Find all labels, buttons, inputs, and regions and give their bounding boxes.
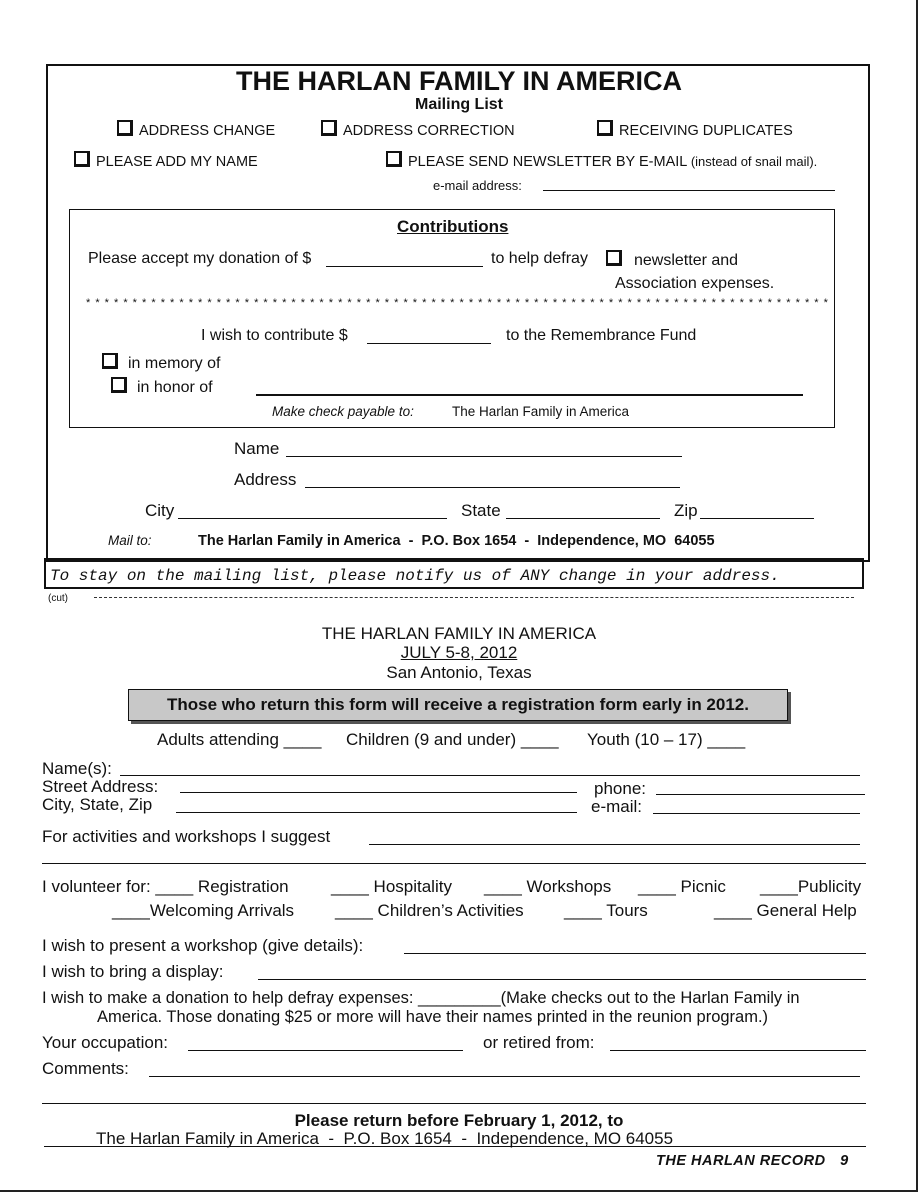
contributions-title: Contributions	[397, 217, 509, 236]
address-change-label: ADDRESS CHANGE	[139, 123, 276, 139]
adults-attending[interactable]: Adults attending ____	[157, 730, 322, 749]
name-field[interactable]	[286, 456, 682, 457]
add-name-option[interactable]	[74, 151, 258, 170]
suggest-field-2[interactable]	[42, 863, 866, 864]
email-newsletter-note: (instead of snail mail).	[690, 154, 818, 169]
stars-divider: * * * * * * * * * * * * * * * * * * * * * * * * * * * * * * * * * * * * * * * * * * * * * * * * * * * * * * * * * * * * * * * * * * * * * * * * * * * * * * * *	[86, 297, 829, 309]
present-workshop-field[interactable]	[404, 953, 866, 954]
page-number: 9	[840, 1153, 849, 1169]
volunteer-childrens-activities[interactable]: ____ Children’s Activities	[335, 901, 524, 920]
volunteer-registration[interactable]: I volunteer for: ____ Registration	[42, 877, 289, 896]
address-correction-label: ADDRESS CORRECTION	[343, 123, 515, 139]
contribution-amount-field[interactable]	[367, 343, 491, 344]
occupation-field[interactable]	[188, 1050, 463, 1051]
email-label: e-mail:	[591, 797, 643, 816]
city-field[interactable]	[178, 518, 447, 519]
early-registration-banner: Those who return this form will receive a registration form early in 2012.	[128, 689, 788, 721]
bring-display-field[interactable]	[258, 979, 866, 980]
in-memory-option[interactable]	[102, 353, 220, 373]
street-label: Street Address:	[42, 777, 159, 796]
reunion-title: THE HARLAN FAMILY IN AMERICA	[321, 624, 597, 643]
in-memory-label: in memory of	[128, 355, 221, 372]
return-address: The Harlan Family in America - P.O. Box 1654 - Independence, MO 64055	[96, 1129, 674, 1148]
names-label: Name(s):	[42, 759, 112, 778]
donation-text: Please accept my donation of $	[88, 250, 312, 267]
mail-to-label: Mail to:	[108, 533, 152, 548]
wish-contribute-text: I wish to contribute $	[201, 327, 348, 344]
remembrance-fund-text: to the Remembrance Fund	[506, 327, 697, 344]
address-field[interactable]	[305, 487, 680, 488]
in-honor-label: in honor of	[137, 379, 213, 396]
reunion-location: San Antonio, Texas	[386, 663, 532, 682]
receiving-duplicates-option[interactable]	[597, 120, 793, 139]
zip-field[interactable]	[700, 518, 814, 519]
email-field[interactable]	[653, 813, 860, 814]
retired-field[interactable]	[610, 1050, 866, 1051]
volunteer-tours[interactable]: ____ Tours	[564, 901, 648, 920]
mailing-title: THE HARLAN FAMILY IN AMERICA	[235, 66, 682, 96]
state-label: State	[461, 501, 501, 520]
address-label: Address	[234, 470, 297, 489]
name-label: Name	[234, 439, 280, 458]
checkbox-icon[interactable]	[74, 151, 90, 167]
volunteer-publicity[interactable]: ____Publicity	[760, 877, 862, 896]
in-honor-option[interactable]	[111, 377, 213, 397]
checkbox-icon[interactable]	[102, 353, 118, 369]
newsletter-and-label: newsletter and	[634, 252, 739, 269]
comments-field-2[interactable]	[42, 1103, 866, 1104]
address-change-option[interactable]	[117, 120, 275, 139]
cut-label: (cut)	[48, 593, 68, 604]
volunteer-welcoming[interactable]: ____Welcoming Arrivals	[112, 901, 295, 920]
suggest-label: For activities and workshops I suggest	[42, 827, 331, 846]
email-address-label: e-mail address:	[433, 178, 522, 193]
volunteer-picnic[interactable]: ____ Picnic	[638, 877, 726, 896]
email-newsletter-option[interactable]	[386, 151, 817, 170]
suggest-field[interactable]	[369, 844, 860, 845]
email-address-field[interactable]	[543, 190, 835, 191]
comments-field[interactable]	[149, 1076, 860, 1077]
city-label: City	[145, 501, 175, 520]
names-field[interactable]	[120, 775, 860, 776]
reunion-dates: JULY 5-8, 2012	[400, 643, 518, 662]
phone-field[interactable]	[656, 794, 865, 795]
occupation-label: Your occupation:	[42, 1033, 169, 1052]
newsletter-option[interactable]	[606, 250, 738, 270]
volunteer-hospitality[interactable]: ____ Hospitality	[331, 877, 452, 896]
receiving-duplicates-label: RECEIVING DUPLICATES	[619, 123, 793, 139]
honoree-name-field[interactable]	[256, 394, 803, 396]
payable-to: The Harlan Family in America	[452, 404, 630, 419]
cut-line	[94, 597, 854, 598]
street-field[interactable]	[180, 792, 577, 793]
payable-label: Make check payable to:	[272, 404, 414, 419]
state-field[interactable]	[506, 518, 660, 519]
return-by: Please return before February 1, 2012, to	[294, 1111, 624, 1130]
city-state-zip-label: City, State, Zip	[42, 795, 153, 814]
mailing-subtitle: Mailing List	[415, 96, 503, 113]
donation-amount-field[interactable]	[326, 266, 483, 267]
notice-banner: To stay on the mailing list, please notify us of ANY change in your address.	[44, 558, 864, 589]
mail-to-address: The Harlan Family in America - P.O. Box 1654 - Independence, MO 64055	[198, 533, 715, 549]
checkbox-icon[interactable]	[597, 120, 613, 136]
present-workshop-label: I wish to present a workshop (give details):	[42, 936, 364, 955]
defray-text: to help defray	[491, 250, 588, 267]
address-correction-option[interactable]	[321, 120, 515, 139]
youth-attending[interactable]: Youth (10 – 17) ____	[587, 730, 746, 749]
checkbox-icon[interactable]	[321, 120, 337, 136]
publication-name: THE HARLAN RECORD	[656, 1153, 826, 1169]
email-newsletter-label: PLEASE SEND NEWSLETTER BY E-MAIL	[408, 154, 687, 170]
checkbox-icon[interactable]	[117, 120, 133, 136]
bring-display-label: I wish to bring a display:	[42, 962, 224, 981]
donation-line-1: I wish to make a donation to help defray expenses: _________(Make checks out to the Harlan Family in	[42, 989, 800, 1007]
city-state-zip-field[interactable]	[176, 812, 577, 813]
checkbox-icon[interactable]	[111, 377, 127, 393]
add-name-label: PLEASE ADD MY NAME	[96, 154, 258, 170]
retired-label: or retired from:	[483, 1033, 595, 1052]
volunteer-workshops[interactable]: ____ Workshops	[484, 877, 612, 896]
association-expenses-label: Association expenses.	[615, 275, 775, 292]
zip-label: Zip	[674, 501, 698, 520]
donation-line-2: America. Those donating $25 or more will have their names printed in the reunion program.)	[97, 1008, 769, 1026]
comments-label: Comments:	[42, 1059, 129, 1078]
phone-label: phone:	[594, 779, 646, 798]
checkbox-icon[interactable]	[606, 250, 622, 266]
volunteer-general-help[interactable]: ____ General Help	[714, 901, 857, 920]
children-attending[interactable]: Children (9 and under) ____	[346, 730, 559, 749]
footer-publication	[656, 1153, 849, 1169]
checkbox-icon[interactable]	[386, 151, 402, 167]
